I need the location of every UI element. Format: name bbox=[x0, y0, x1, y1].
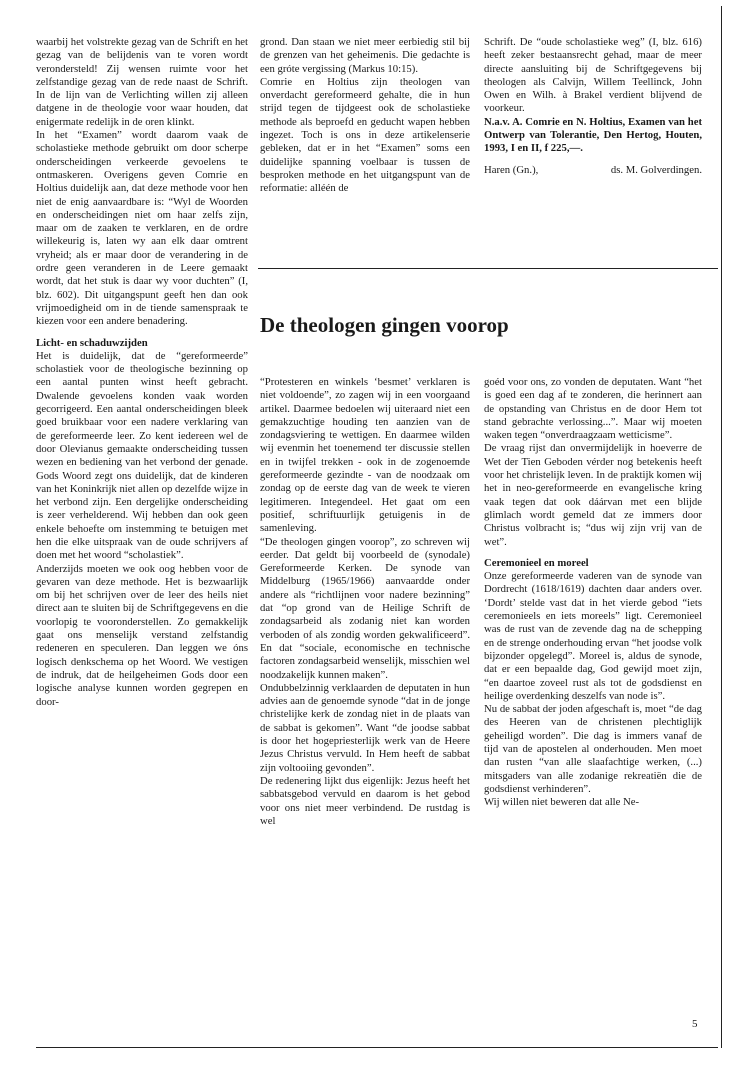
source-citation: N.a.v. A. Comrie en N. Holtius, Examen van het Ontwerp van Tolerantie, Den Hertog, Houten, 1993, I en II, f 225,—. bbox=[484, 115, 702, 155]
article-title: De theologen gingen voorop bbox=[260, 313, 509, 337]
signature-place: Haren (Gn.), bbox=[484, 163, 539, 176]
right-margin-rule bbox=[721, 6, 722, 1048]
page-number: 5 bbox=[692, 1018, 698, 1030]
paragraph: De vraag rijst dan onvermijdelijk in hoeverre de Wet der Tien Geboden vérder nog betekenis heeft voor het christelijk leven. In de praktijk komen wij het in neo-gereformeerde en evangelische kring vaak tegen dat ook dáárvan met een blijde glimlach wordt gemeld dat ze immers door Christus volbracht is; “dus wij zijn vrij van de wet”. bbox=[484, 442, 702, 548]
column-3-bottom bbox=[484, 376, 702, 810]
paragraph: De redenering lijkt dus eigenlijk: Jezus heeft het sabbatsgebod vervuld en daarom is het gebod voor ons niet meer verbindend. De rustdag is wel bbox=[260, 774, 470, 827]
paragraph: Het is duidelijk, dat de “gereformeerde” scholastiek voor de theologische bezinning op een aantal punten winst heeft gebracht. Dwalende gevoelens konden vaak worden gecorrigeerd. Een aantal onderscheidingen bleek goed bruikbaar voor een nadere verklaring van de gereformeerde leer. Zo kent iedereen wel de door Olevianus gemaakte onderscheiding tussen wezen en bediening van het verbond der genade. Gods Woord zegt ons duidelijk, dat de kinderen van het Koninkrijk niet allen op dezelfde wijze in het verbond zijn. Een dergelijke onderscheiding is zeer verhelderend. Wij hebben dan ook geen enkele behoefte om instemming te betuigen met hen die elke uitspraak van de oude schrijvers af doen met het woord “scholastiek”. bbox=[36, 349, 248, 562]
column-2-bottom bbox=[260, 376, 470, 828]
column-3-top bbox=[484, 36, 702, 177]
paragraph: “Protesteren en winkels ‘besmet’ verklaren is niet voldoende”, zo zagen wij in een voorgaand artikel. Daarmee bedoelen wij uiteraard niet een gemakzuchtige houding ten aanzien van de zondagsviering te wettigen. En daarmee wilden wij evenmin het toenemend ter discussie stellen en in twijfel trekken - ook in de zogenoemde gereformeerde gezindte - van de noodzaak om zondag op de eerste dag van de week te vieren legitimeren. Integendeel. Het gaat om een positief, schriftuurlijk getuigenis in de samenleving. bbox=[260, 376, 470, 535]
column-2-top bbox=[260, 36, 470, 196]
paragraph: “De theologen gingen voorop”, zo schreven wij eerder. Dat geldt bij voorbeeld de (synodale) Gereformeerde Kerken. De synode van Middelburg (1965/1966) aanvaardde onder andere als “richtlijnen voor nadere bezinning” dat “op grond van de Heilige Schrift de zondagsarbeid als zodanig niet kan worden verboden of als zondig worden gekwalificeerd”. En dat “sociale, economische en technische factoren zondagsarbeid wenselijk, misschien wel noodzakelijk kunnen maken”. bbox=[260, 535, 470, 681]
paragraph: waarbij het volstrekte gezag van de Schrift en het gezag van de belijdenis van te voren wordt verondersteld! Zij wensen ruimte voor het zelfstandige gezag van de rede naast de Schrift. In de lijn van de Verlichting willen zij alleen datgene in de theologie voor waar houden, dat enigermate redelijk in de oren klinkt. bbox=[36, 36, 248, 128]
paragraph: Onze gereformeerde vaderen van de synode van Dordrecht (1618/1619) dachten daar anders over. ‘Dordt’ stelde vast dat in het vierde gebod “iets ceremonieels en iets moreels” ligt. Ceremonieel was de rust van de zevende dag na de schepping en de strenge onderhouding ervan “het joodse volk bijzonder opgelegd”. Moreel is, aldus de synode, dat er een bepaalde dag, God gewijd moet zijn, “en daartoe zoveel rust als tot de godsdienst en heilige overdenking deszelfs van node is”. bbox=[484, 570, 702, 702]
paragraph: Ondubbelzinnig verklaarden de deputaten in hun advies aan de genoemde synode “dat in de jonge christelijke kerk de zondag niet in de plaats van de sabbat is gekomen”. Want “de joodse sabbat is door het hogepriesterlijk werk van de Heere Jezus Christus vervuld. In Hem heeft de sabbat zijn voltooiing gevonden”. bbox=[260, 681, 470, 774]
column-1 bbox=[36, 36, 248, 709]
paragraph: Wij willen niet beweren dat alle Ne- bbox=[484, 796, 640, 809]
section-heading: Ceremonieel en moreel bbox=[484, 556, 589, 569]
signature-author: ds. M. Golverdingen. bbox=[610, 163, 702, 176]
bottom-rule bbox=[36, 1047, 718, 1048]
section-divider bbox=[258, 268, 718, 269]
paragraph: Comrie en Holtius zijn theologen van onverdacht gereformeerd gehalte, die in hun strijd tegen de tijdgeest ook de scholastieke methode als beproefd en geducht wapen hebben ingezet. Toch is ons in deze artikelenserie gebleken, dat er in het “Examen” soms een duidelijke spanning voelbaar is tussen de besproken methode en het uitgangspunt van de reformatie: alléén de bbox=[260, 75, 470, 195]
paragraph: grond. Dan staan we niet meer eerbiedig stil bij de grenzen van het geheimenis. Die gedachte is een gróte vergissing (Markus 10:15). bbox=[260, 36, 470, 75]
paragraph: Anderzijds moeten we ook oog hebben voor de gevaren van deze methode. Het is bezwaarlijk om bij het schrijven over de leer des heils niet direct aan te sluiten bij de Schriftgegevens en die voorlopig te vooronderstellen. Zo gemakkelijk gaat ons menselijk verstand zelfstandig redeneren en speculeren. Dan leggen we óns logisch denkschema op het Woord. We vestigen de indruk, dat de heilgeheimen Gods door een logische analyse kunnen worden gegrepen en door- bbox=[36, 562, 248, 708]
paragraph: Nu de sabbat der joden afgeschaft is, moet “de dag des Heeren van de christenen plechtiglijk geheiligd worden”. Die dag is immers vanaf de tijd van de apostelen al onderhouden. Men moet dan rusten “van alle slaafachtige werken, (...) mitsgaders van alle zodanige rekreatiën die de godsdienst verhinderen”. bbox=[484, 703, 702, 795]
paragraph: goéd voor ons, zo vonden de deputaten. Want “het is goed een dag af te zonderen, die herinnert aan de opstanding van Christus en de door Hem tot stand gebrachte verlossing...”. Maar wij moeten waken tegen “onverdraagzaam wetticisme”. bbox=[484, 376, 702, 442]
paragraph: Schrift. De “oude scholastieke weg” (I, blz. 616) heeft zeker bestaansrecht gehad, maar de meer directe aansluiting bij de Schriftgegevens bij theologen als Calvijn, Willem Teellinck, John Owen en Wilh. à Brakel verdient blijvend de voorkeur. bbox=[484, 36, 702, 115]
paragraph: In het “Examen” wordt daarom vaak de scholastieke methode gebruikt om door scherpe onderscheidingen verkeerde gevoelens te ontmaskeren. Overigens geven Comrie en Holtius duidelijk aan, dat deze methode voor hen niet de enig aanvaardbare is: “Wyl de Woorden en onderscheidingen niet om haar zelfs zijn, maar om de zaaken te verklaren, en de ordre willekeurig is, laten wy aan elk daar omtrent vryheid; als er maar door de verandering in de ordre geen veranderen in de Leere gemaakt wordt, dat het stuk is daar wy voor duchten” (I, blz. 602). Dit uitgangspunt geeft hen dan ook vrijmoedigheid om in de tiende samenspraak te kiezen voor een andere benadering. bbox=[36, 129, 248, 328]
section-heading: Licht- en schaduwzijden bbox=[36, 336, 148, 349]
signature bbox=[484, 164, 702, 177]
